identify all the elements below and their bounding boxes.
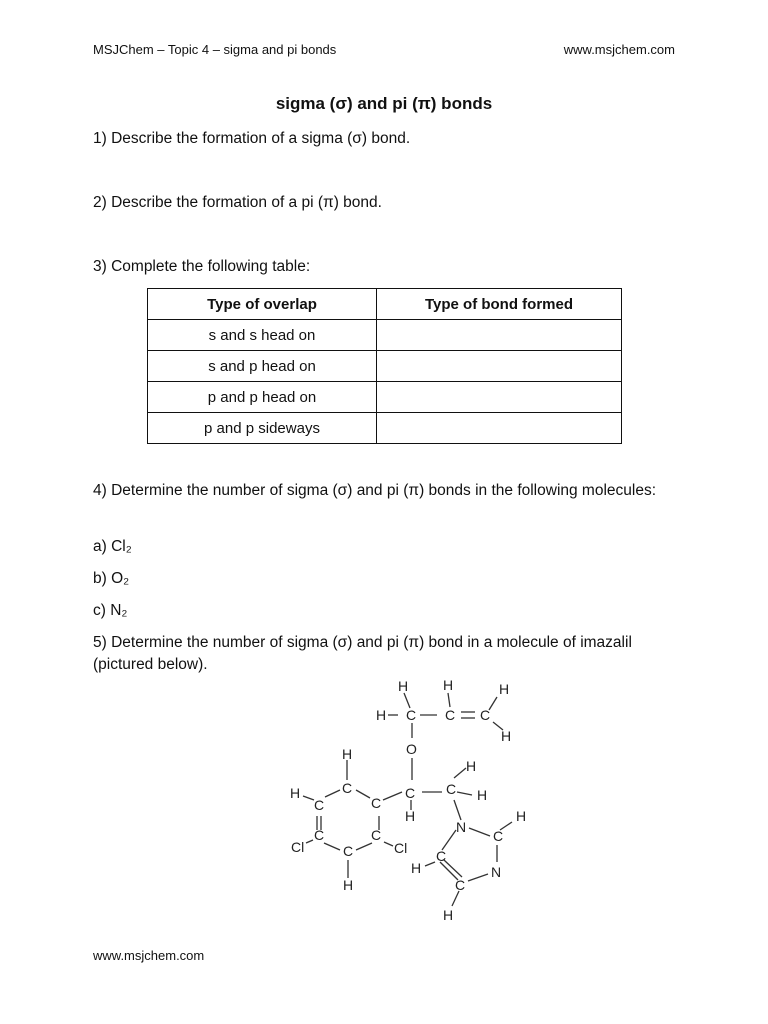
atom-label: H: [516, 808, 527, 824]
table-row: [148, 382, 622, 413]
answer-cell: [377, 351, 622, 382]
atom-label: C: [342, 780, 353, 796]
atom-label: C: [455, 877, 466, 893]
overlap-cell: p and p head on: [148, 382, 377, 413]
atom-label: N: [456, 819, 467, 835]
atom-label: H: [443, 907, 454, 923]
atom-label: C: [314, 827, 325, 843]
table-row: [148, 320, 622, 351]
atom-label: C: [445, 707, 456, 723]
atom-label: H: [501, 728, 512, 744]
atom-label: H: [398, 678, 409, 694]
atom-label: H: [443, 677, 454, 693]
atom-label: C: [493, 828, 504, 844]
question-4c: c) N₂: [93, 602, 128, 619]
question-4a: a) Cl₂: [93, 538, 132, 555]
table-row: [148, 351, 622, 382]
atom-label: Cl: [291, 839, 305, 855]
atom-label: H: [376, 707, 387, 723]
atom-label: Cl: [394, 840, 408, 856]
question-1: 1) Describe the formation of a sigma (σ) bond.: [93, 130, 411, 147]
header-left: MSJChem – Topic 4 – sigma and pi bonds: [93, 42, 337, 57]
atom-label: C: [343, 843, 354, 859]
answer-cell: [377, 382, 622, 413]
question-3: 3) Complete the following table:: [93, 258, 311, 275]
atom-label: H: [411, 860, 422, 876]
overlap-cell: p and p sideways: [148, 413, 377, 444]
atom-label: O: [406, 741, 417, 757]
atom-label: C: [314, 797, 325, 813]
imazalil-structure: [270, 672, 560, 932]
atom-label: H: [290, 785, 301, 801]
atom-label: H: [477, 787, 488, 803]
atom-label: C: [371, 795, 382, 811]
atom-label: C: [406, 707, 417, 723]
overlap-table: [147, 288, 622, 444]
col-header-overlap: Type of overlap: [148, 289, 377, 320]
atom-label: C: [405, 785, 416, 801]
atom-label: N: [491, 864, 502, 880]
question-4b: b) O₂: [93, 570, 130, 587]
atom-label: H: [342, 746, 353, 762]
atom-label: C: [371, 827, 382, 843]
col-header-bond: Type of bond formed: [377, 289, 622, 320]
question-2: 2) Describe the formation of a pi (π) bond.: [93, 194, 382, 211]
header-right: www.msjchem.com: [563, 42, 675, 57]
overlap-cell: s and p head on: [148, 351, 377, 382]
answer-cell: [377, 413, 622, 444]
atom-label: H: [343, 877, 354, 893]
atom-label: C: [446, 781, 457, 797]
question-4: 4) Determine the number of sigma (σ) and pi (π) bonds in the following molecules:: [93, 482, 657, 499]
answer-cell: [377, 320, 622, 351]
overlap-cell: s and s head on: [148, 320, 377, 351]
footer-url: www.msjchem.com: [93, 948, 205, 963]
atom-label: H: [405, 808, 416, 824]
atom-label: C: [480, 707, 491, 723]
question-5: 5) Determine the number of sigma (σ) and pi (π) bond in a molecule of imazalil (pictured below).: [93, 634, 632, 673]
page-title: sigma (σ) and pi (π) bonds: [275, 94, 493, 113]
table-header-row: [148, 289, 622, 320]
atom-labels: [290, 677, 526, 923]
atom-label: H: [499, 681, 510, 697]
atom-label: C: [436, 848, 447, 864]
atom-label: H: [466, 758, 477, 774]
table-row: [148, 413, 622, 444]
